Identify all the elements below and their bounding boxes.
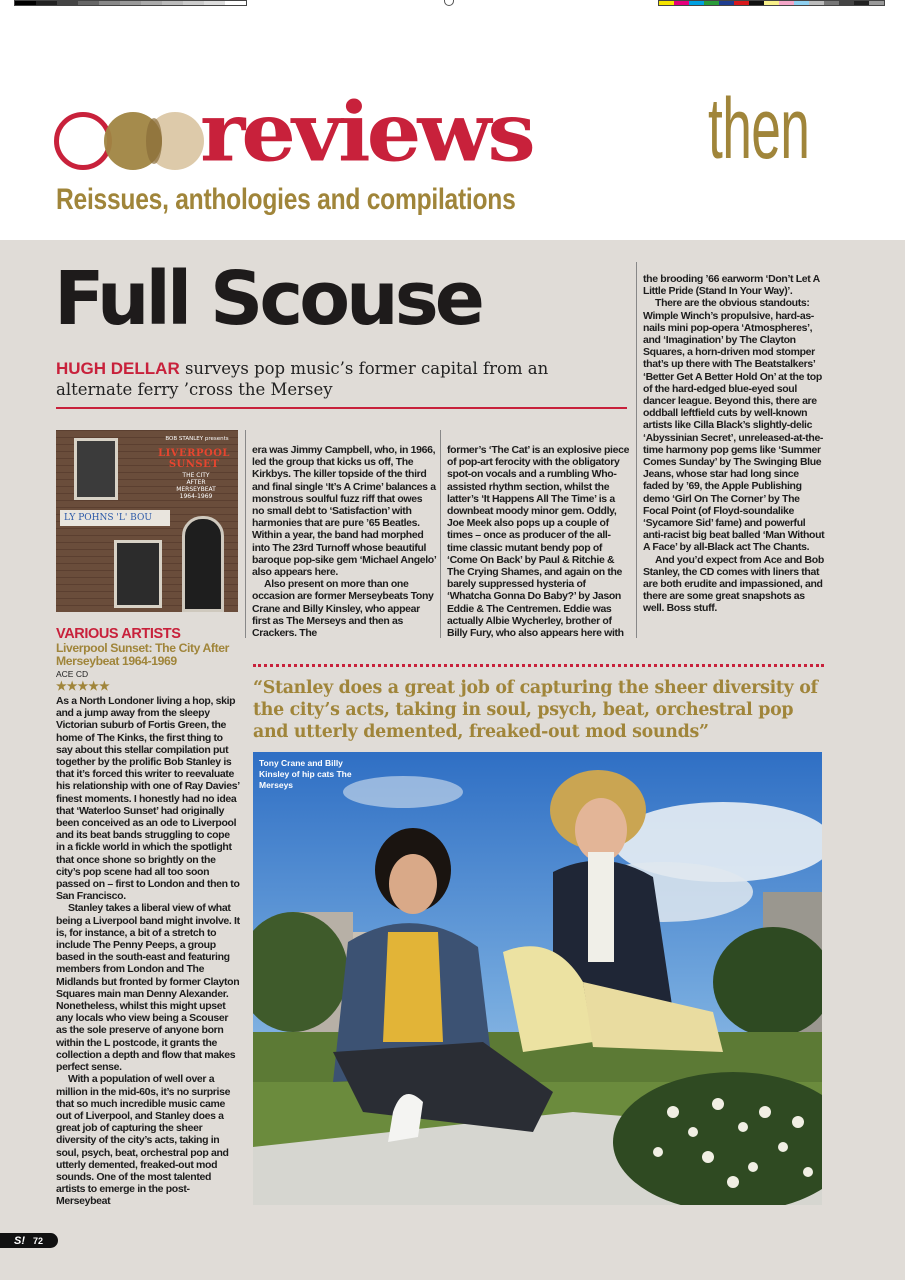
- paragraph: And you’d expect from Ace and Bob Stanley, the CD comes with liners that are both erudite and impassioned, and there are some great snapshots as well. Boss stuff.: [643, 553, 824, 615]
- review-column-4: [643, 273, 826, 615]
- review-artist: VARIOUS ARTISTS: [56, 626, 181, 642]
- article-standfirst: [56, 358, 616, 400]
- divider: [56, 407, 627, 409]
- paragraph: former’s ‘The Cat’ is an explosive piece of pop-art ferocity with the obligatory spot-on vocals and a rumbling Who-assisted rhythm section, whilst the latter’s ‘It Happens All The Time’ is a downbeat moody minor gem. Oddly, Joe Meek also pops up a couple of times – once as producer of the all-time classic mutant bendy pop of ‘Come On Back’ by Paul & Ritchie & The Crying Shames, and again on the barely suppressed hysteria of ‘Whatcha Gonna Do Baby?’ by Jason Eddie & The Centremen. Eddie was actually Albie Wycherley, brother of Billy Fury, who also appears here with: [447, 444, 630, 640]
- cover-subtitle-line3: MERSEYBEAT: [176, 486, 216, 493]
- registration-mark-icon: [444, 0, 454, 6]
- review-column-1: [56, 626, 240, 1208]
- cover-title-line1: LIVERPOOL: [158, 448, 230, 459]
- registration-greyscale-bar: [14, 0, 247, 6]
- paragraph: There are the obvious standouts: Wimple Winch’s propulsive, hard-as-nails mini pop-opera ‘Atmospheres’, and ‘Imagination’ by The Clayton Squares, a horn-driven mod stomper that’s up there with The Beatstalkers’ ‘Better Get A Better Hold On’ at the top of the hard-edged blue-eyed soul dancer league. Beyond this, there are oddball leftfield cuts by well-known artists like Cilla Black’s slightly-delic ‘Abyssinian Secret’, unreleased-at-the-time harmony pop gems like ‘Summer Comes Sunday’ by The Swinging Blue Jeans, whose star had long since faded by ’69, the Apple Publishing demo ‘Girl On The Corner’ by The Focal Point (of Floyd-soundalike ‘Sycamore Sid’ fame) and powerful anti-racist big beat balled ‘Man Without A Face’ by all-Black act The Chants.: [643, 297, 825, 554]
- section-logo-circles-icon: [54, 112, 214, 172]
- section-subtitle: Reissues, anthologies and compilations: [56, 183, 516, 216]
- review-column-2: [252, 444, 436, 639]
- cover-sign-text: LY POHNS 'L' BOU: [64, 513, 152, 523]
- section-title-then: then: [708, 81, 810, 177]
- review-column-3: [447, 444, 630, 639]
- photo-caption: Tony Crane and Billy Kinsley of hip cats The Merseys: [259, 758, 352, 790]
- cover-presenter: BOB STANLEY presents: [165, 436, 229, 442]
- paragraph: the brooding ’66 earworm ‘Don’t Let A Little Pride (Stand In Your Way)’.: [643, 273, 820, 298]
- review-format-label: ACE CD: [56, 669, 89, 679]
- paragraph: As a North Londoner living a hop, skip and a jump away from the sleepy Victorian suburb of Fortis Green, the home of The Kinks, the first thing to say about this stellar compilation put together by the prolific Bob Stanley is that it’s forced this writer to reevaluate his relationship with one of Ray Davies’ finest moments. I honestly had no idea that ‘Waterloo Sunset’ had originally been conceived as an ode to Liverpool and its beat bands struggling to cope in a fickle world in which the spotlight that once shone so brightly on the city’s pop scene had all too soon passed on – first to London and then to San Francisco.: [56, 695, 240, 903]
- pullquote-divider: [253, 664, 824, 667]
- article-headline: Full Scouse: [54, 256, 481, 342]
- cover-title-line2: SUNSET: [168, 459, 220, 470]
- column-rule: [636, 262, 637, 638]
- column-rule: [440, 430, 441, 638]
- standfirst-text: surveys pop music’s former capital from an alternate ferry ’cross the Mersey: [56, 359, 549, 399]
- cover-subtitle-line1: THE CITY: [182, 472, 210, 479]
- album-cover-image: [56, 430, 238, 612]
- paragraph: Also present on more than one occasion are former Merseybeats Tony Crane and Billy Kinsley, who appear first as The Merseys and then as Crackers. The: [252, 578, 434, 640]
- paragraph: With a population of well over a million in the mid-60s, it’s no surprise that so much incredible music came out of Liverpool, and Stanley does a great job of capturing the sheer diversity of the city’s acts, taking in soul, psych, beat, orchestral pop and utterly demented, freaked-out mod sounds. One of the most talented artists to emerge in the post-Merseybeat: [56, 1073, 231, 1208]
- cover-years: 1964-1969: [179, 493, 213, 500]
- paragraph: Stanley takes a liberal view of what being a Liverpool band might involve. It is, for instance, a bit of a stretch to include The Penny Peeps, a group based in the south-east and featuring members from London and The Midlands but fronted by former Clayton Squares main man Denny Alexander. Nonetheless, whilst this might upset any locals who view being a Scouser as the sole preserve of anyone born within the L postcode, it grants the collection a depth and flow that makes perfect sense.: [56, 902, 240, 1074]
- magazine-logo: S!: [14, 1234, 25, 1247]
- band-photo: [253, 752, 822, 1205]
- paragraph: era was Jimmy Campbell, who, in 1966, led the group that kicks us off, The Kirkbys. The killer topside of the third and final single ‘It’s A Crime’ balances a monstrous soulful fuzz riff that owes no small debt to ‘Satisfaction’ with harmonies that are pure ’65 Beatles. Within a year, the band had morphed into The 23rd Turnoff whose beautiful baroque pop-sike gem ‘Michael Angelo’ also appears here.: [252, 444, 436, 579]
- column-rule: [245, 430, 246, 638]
- author-name: HUGH DELLAR: [56, 359, 180, 378]
- review-album-title: Liverpool Sunset: The City After Merseybeat 1964-1969: [56, 641, 229, 668]
- pull-quote: “Stanley does a great job of capturing the sheer diversity of the city’s acts, taking in soul, psych, beat, orchestral pop and utterly demented, freaked-out mod sounds”: [253, 678, 818, 742]
- page-folio: [0, 1233, 58, 1248]
- cover-subtitle-line2: AFTER: [186, 479, 206, 486]
- registration-colour-bar: [658, 0, 885, 6]
- star-rating-icon: ★★★★★: [56, 679, 110, 693]
- page-number: 72: [33, 1235, 44, 1246]
- section-title-reviews: reviews: [200, 84, 532, 181]
